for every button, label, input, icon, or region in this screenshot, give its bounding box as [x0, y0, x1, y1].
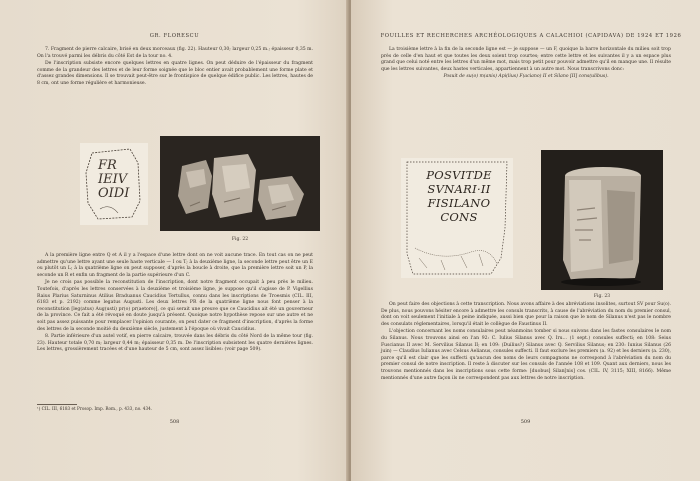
- paragraph: On peut faire des objections à cette transcription. Nous avons affaire à des abréviations insolites, surtout SV pour Su(o). De plus, nous pouvons hésiter encore à admettre les consuls transcrits, à cause de l'abréviation du nom du premier consul, dont on voit seulement l'initiale à peine indiquée, aussi bien que pour la raison que le nom de Silanus n'est pas le nombre des consulats réglementaires, lorsqu'il était le collègue de Faustinus II.: [381, 302, 671, 327]
- stone-fragments-photo: [160, 136, 320, 231]
- paragraph: 8. Partie inférieure d'un autel votif, en pierre calcaire, trouvée dans les débris du côté Nord de la même tour (fig. 23). Hauteur totale 0,70 m; largeur 0,44 m; épaisseur 0,35 m. De l'inscription subsistent les quatre dernières lignes. Les lettres, grossièrement tracées et d'une hauteur de 5 cm, sont assez lisibles: (voir page 509).: [37, 334, 313, 353]
- figure-22-sketch: [80, 143, 148, 225]
- footnote: ¹) CIL. III, 6183 et Prosop. Imp. Rom., p. 433, no. 434.: [37, 406, 153, 411]
- paragraph: A la première ligne entre Q et A il y a l'espace d'une lettre dont on ne voit aucune trace. En tout cas on ne peut admettre qu'une lettre ayant une seule haste verticale — I ou T; à la deuxième ligne, la seconde lettre peut être un E ou plutôt un L; à la quatrième ligne on peut supposer, d'après la boucle à droite, que la première lettre soit un P, la seconde un R et enfin un fragment de la partie supérieure d'un C.: [37, 253, 313, 278]
- sketch-line: IEIV: [98, 172, 128, 187]
- text-block-discussion: [381, 302, 671, 383]
- altar-photo: [541, 150, 663, 290]
- figure-23-caption: Fig. 23: [593, 294, 611, 299]
- left-page: [0, 0, 349, 481]
- running-head: FOUILLES ET RECHERCHES ARCHÉOLOGIQUES A CALACHIOI (CAPIDAVA) DE 1924 ET 1926: [380, 33, 682, 39]
- sketch-line: FR: [98, 158, 117, 173]
- inscription-line: FISILANO: [427, 196, 491, 210]
- page-number: 508: [169, 419, 180, 425]
- text-block-transcription: [381, 47, 671, 82]
- paragraph: La troisième lettre à la fin de la seconde ligne est — je suppose — un F, quoique la barre horizontale du milieu soit trop près de celle d'en haut et que toutes les deux soient trop courtes; entre cette lettre et les suivantes il y a un espace plus grand que celui noté entre les lettres d'un même mot, mais trop petit pour pouvoir admettre qu'il en manque une. Il résulte que les lettres suivantes, deux hastes verticales, appartiennent à un autre mot. Nous transcrivons donc:: [381, 47, 671, 72]
- text-block-intro: [37, 47, 313, 89]
- figure-23-photo: [541, 150, 663, 290]
- inscription-line: SVNARI·II: [427, 182, 491, 196]
- figure-22-photo: [160, 136, 320, 231]
- running-head: GR. FLORESCU: [149, 33, 200, 39]
- page-number: 509: [520, 419, 531, 425]
- inscription-line: POSVITDE: [426, 168, 492, 182]
- transcription-formula: Posuit de su(o) m(anis) Api(lius) F(aciano) II et Silano [II] cons(ulibus).: [443, 74, 609, 80]
- paragraph: Je ne crois pas possible la reconstitution de l'inscription, dont notre fragment occupait à peu près le milieu. Toutefois, d'après les lettres conservées à la deuxième et troisième ligne, je suppose qu'il s'agisse de P. Vigellius Raius Plarius Saturninus Atilius Braduanus Caucidius Tertullus, connu dans les inscriptions de Troesmis (CIL. III, 6183 et p. 2192) comme legatus Augusti. Les deux lettres PR de la quatrième ligne nous font penser à la reconstitution [leg(atus) Aug(usti) pr(o) pr(aetore)], ce qui serait une preuve que ce Caucidius ait été un gouverneur de la province. Ce fait a été révoqué en doute jusqu'à présent. Quoique notre hypothèse repose sur une autre et ne soit pas assez puissante pour remplacer l'opinion courante, on peut dater ce fragment d'inscription, d'après la forme des lettres de la seconde moitié du deuxième siècle, justement à l'époque où vivait Caucidius.: [37, 280, 313, 332]
- figure-23-drawing: [401, 158, 513, 278]
- text-block-analysis: [37, 253, 313, 355]
- figure-22-caption: Fig. 22: [231, 237, 249, 242]
- sketch-line: OIDI: [98, 186, 130, 201]
- footnote-rule: [37, 404, 77, 405]
- paragraph: L'objection concernant les noms consulaires peut néanmoins tomber si nous suivons dans les fastes consulaires le nom du Silanus. Nous trouvons ainsi en l'an 92: C. Iulius Silanus avec Q. Iru... (1 sept.) consules suffecti; en 108: Seius Fuscianus II avec M. Servilius Silanus II; en 109: (Duilius?) Silanus avec Q. Servilius Silanus; en 230: Iunius Silanus (26 juin) — Claudius Iulianus avec Celsus Aelianus, consules suffecti. Il faut exclure les premiers (a. 92) et les derniers (a. 230), parce qu'il est clair que les suffecti qu'aucun des noms de leurs compagnons ne correspond à l'abréviation du nom du premier consul de notre inscription. Il reste à discuter sur les consuls de l'année 108 et 109. Quant aux derniers, nous les trouvons mentionnés dans les inscriptions sous cette forme: [duobus] Silan[nis] cos. (CIL. IV, 3115; XIII, 8166). Même mentionnés d'une autre façon ils ne correspondent pas aux lettres de notre inscription.: [381, 329, 671, 381]
- paragraph: 7. Fragment de pierre calcaire, brisé en deux morceaux (fig. 22). Hauteur 0,30; largeur 0,25 m.; épaisseur 0,35 m. On l'a trouvé parmi les débris du côté Est de la tour no. 4.: [37, 47, 313, 59]
- paragraph: De l'inscription subsiste encore quelques lettres en quatre lignes. On peut déduire de l'épaisseur du fragment comme de la grandeur des lettres et de leur forme soignée que le bloc entier avait probablement une forme plate et d'assez grandes dimensions. Il se trouvait peut-être sur le frontispice de quelque édifice public. Les lettres, hautes de 8 cm, ont une forme régulière et harmonieuse.: [37, 61, 313, 86]
- right-page: [351, 0, 700, 481]
- inscription-line: CONS: [440, 210, 478, 224]
